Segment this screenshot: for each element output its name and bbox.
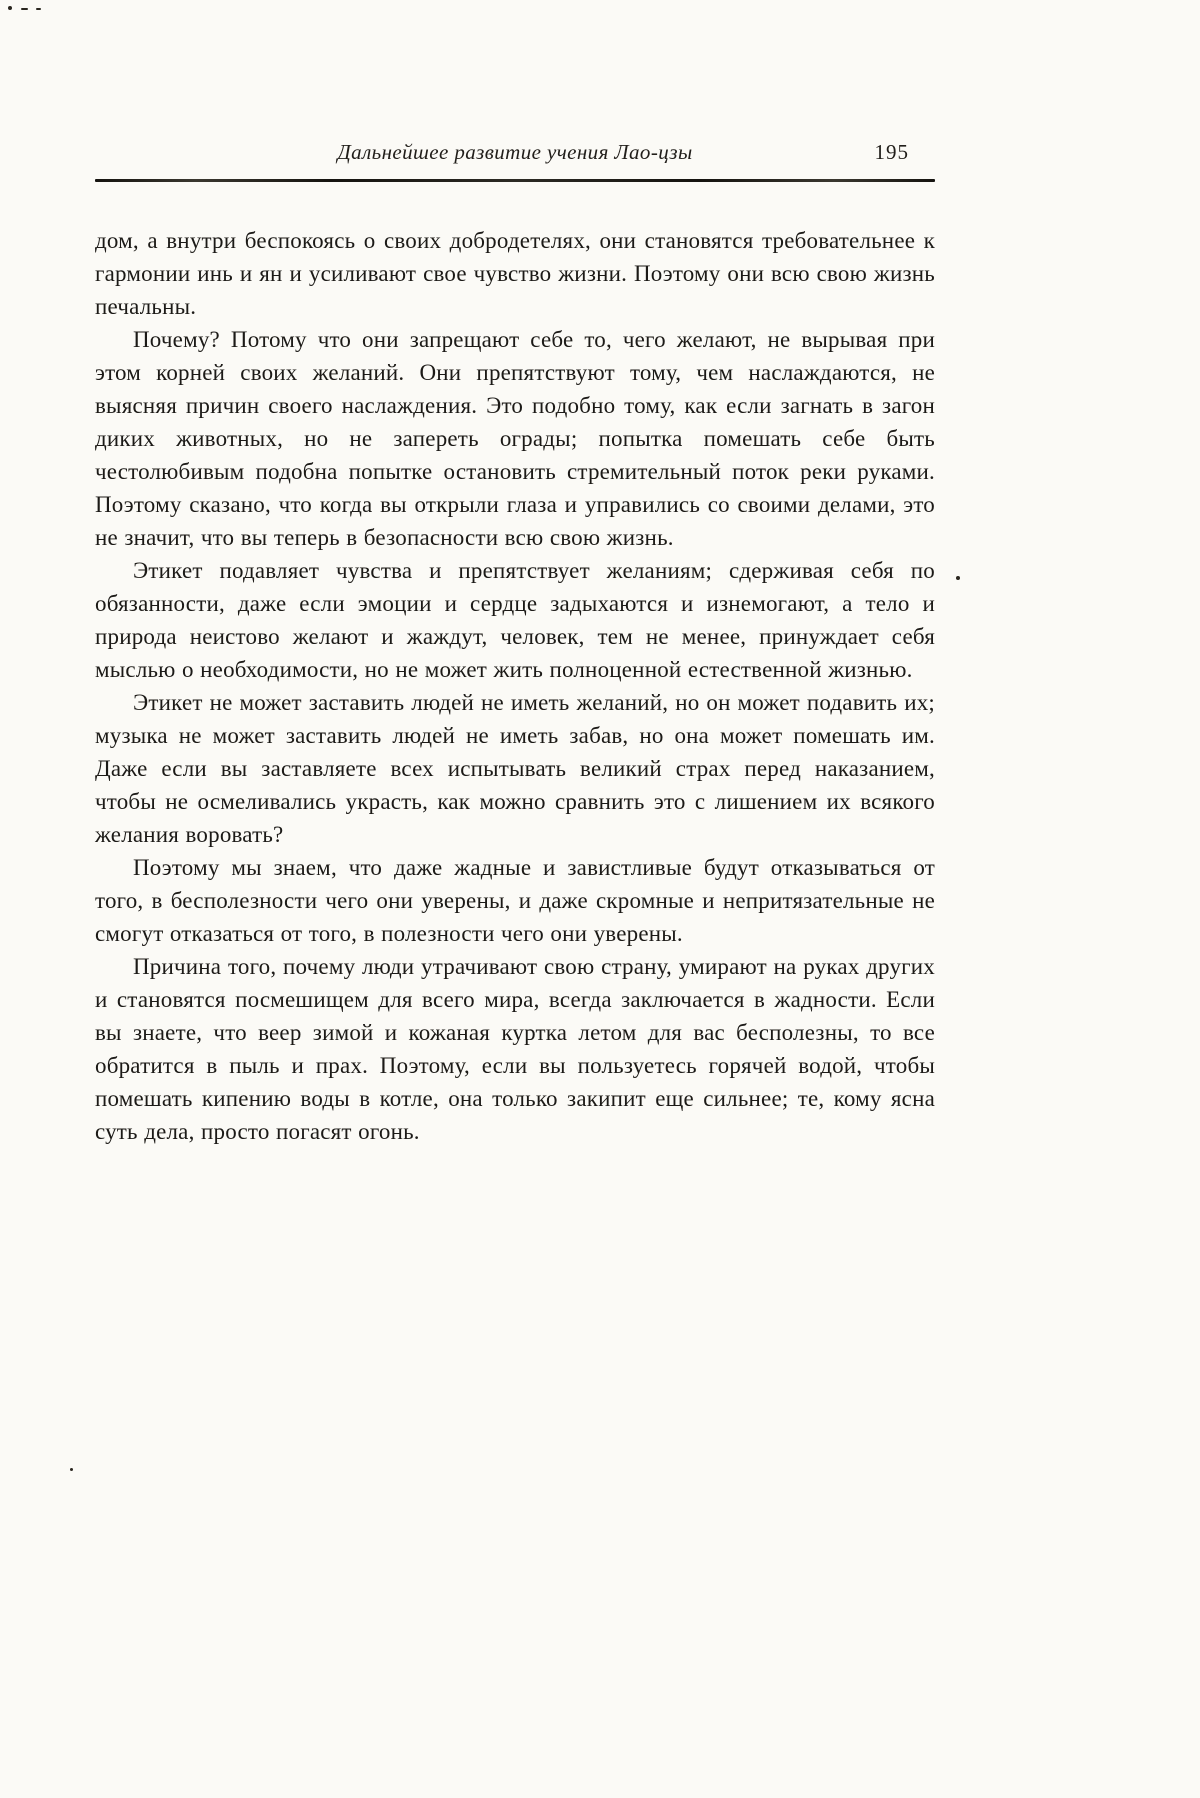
scan-speck — [956, 576, 960, 580]
scan-speck — [21, 8, 28, 10]
scan-speck — [36, 8, 41, 10]
paragraph: Этикет подавляет чувства и препятствует желаниям; сдерживая себя по обязанности, даже если эмоции и сердце задыхаются и изнемогают, а тело и природа неистово желают и жаждут, человек, тем не менее, принуждает себя мыслью о необходимости, но не может жить полноценной естественной жизнью. — [95, 558, 935, 682]
scan-speck — [8, 6, 12, 10]
scan-speck — [70, 1468, 73, 1471]
paragraph: Поэтому мы знаем, что даже жадные и завистливые будут отказываться от того, в бесполезности чего они уверены, и даже скромные и непритязательные не смогут отказаться от того, в полезности чего они уверены. — [95, 855, 935, 946]
running-title: Дальнейшее развитие учения Лао-цзы — [337, 140, 693, 164]
paragraph: дом, а внутри беспокоясь о своих добродетелях, они становятся требовательнее к гармонии инь и ян и усиливают свое чувство жизни. Поэтому они всю свою жизнь печальны. — [95, 228, 935, 319]
page-header — [95, 140, 935, 170]
header-rule — [95, 179, 935, 182]
page-number: 195 — [874, 140, 909, 164]
paragraph: Этикет не может заставить людей не иметь желаний, но он может подавить их; музыка не может заставить людей не иметь забав, но она может помешать им. Даже если вы заставляете всех испытывать великий страх перед наказанием, чтобы не осмеливались украсть, как можно сравнить это с лишением их всякого желания воровать? — [95, 690, 935, 847]
body-text — [95, 224, 935, 1148]
paragraph: Почему? Потому что они запрещают себе то, чего желают, не вырывая при этом корней своих желаний. Они препятствуют тому, чем наслаждаются, не выясняя причин своего наслаждения. Это подобно тому, как если загнать в загон диких животных, но не запереть ограды; попытка помешать себе быть честолюбивым подобна попытке остановить стремительный поток реки руками. Поэтому сказано, что когда вы открыли глаза и управились со своими делами, это не значит, что вы теперь в безопасности всю свою жизнь. — [95, 327, 935, 550]
paragraph: Причина того, почему люди утрачивают свою страну, умирают на руках других и становятся посмешищем для всего мира, всегда заключается в жадности. Если вы знаете, что веер зимой и кожаная куртка летом для вас бесполезны, то все обратится в пыль и прах. Поэтому, если вы пользуетесь горячей водой, чтобы помешать кипению воды в котле, она только закипит еще сильнее; те, кому ясна суть дела, просто погасят огонь. — [95, 954, 935, 1144]
